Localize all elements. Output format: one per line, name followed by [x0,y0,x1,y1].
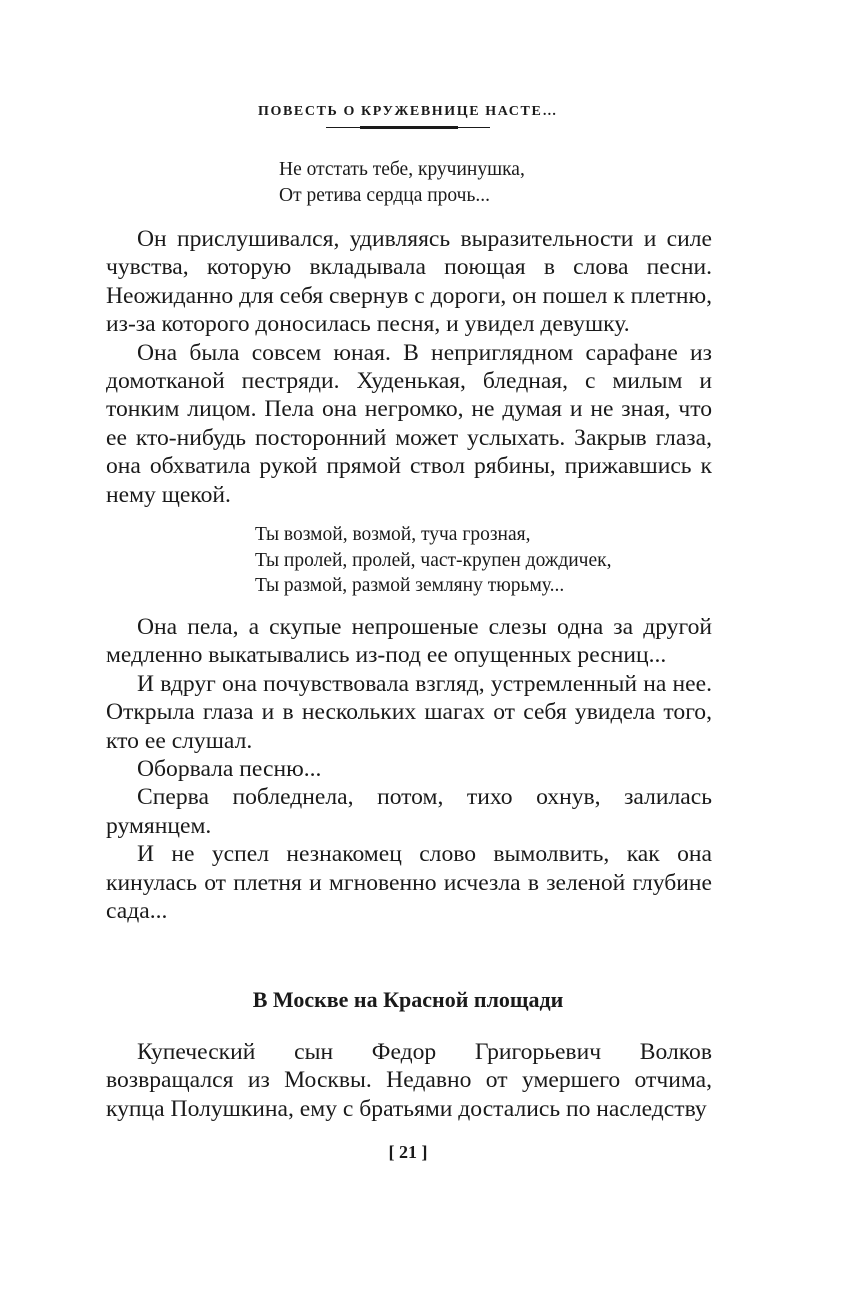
verse-line: Ты пролей, пролей, част-крупен дождичек, [255,549,612,571]
paragraph: Сперва побледнела, потом, тихо охнув, залилась румянцем. [106,784,712,839]
page-number: [ 21 ] [388,1142,428,1162]
text-section-1 [106,225,712,509]
running-head: ПОВЕСТЬ О КРУЖЕВНИЦЕ НАСТЕ… [258,104,558,119]
text-section-3 [106,1038,712,1123]
header-rule-accent [360,126,458,129]
paragraph: Он прислушивался, удивляясь выразительности и силе чувства, которую вкладывала поющая в слова песни. Неожиданно для себя свернув с дороги, он пошел к плетню, из-за которого доносилась песня, и увидел девушку. [106,226,712,338]
chapter-title: В Москве на Красной площади [252,987,564,1012]
paragraph: Она была совсем юная. В неприглядном сарафане из домотканой пестряди. Худенькая, бледная, с милым и тонким лицом. Пела она негромко, не думая и не зная, что ее кто-нибудь посторонний может услыхать. Закрыв глаза, она обхватила рукой прямой ствол рябины, прижавшись к нему щекой. [106,339,712,508]
paragraph: Оборвала песню... [137,756,322,783]
verse-line: Ты размой, размой земляну тюрьму... [255,575,565,596]
paragraph: Она пела, а скупые непрошеные слезы одна за другой медленно выкатывались из-под ее опущенных ресниц... [106,614,712,669]
paragraph: И вдруг она почувствовала взгляд, устремленный на нее. Открыла глаза и в нескольких шагах от себя увидела того, кто ее слушал. [106,670,712,754]
verse-excerpt-2 [255,522,612,599]
verse-line: От ретива сердца прочь... [279,184,491,206]
verse-line: Ты возмой, возмой, туча грозная, [255,524,531,545]
verse-line: Не отстать тебе, кручинушка, [279,159,525,180]
text-section-2 [106,613,712,925]
paragraph: Купеческий сын Федор Григорьевич Волков возвращался из Москвы. Недавно от умершего отчима, купца Полушкина, ему с братьями достались по наследству [106,1039,712,1122]
verse-excerpt-1 [279,157,525,208]
paragraph: И не успел незнакомец слово вымолвить, как она кинулась от плетня и мгновенно исчезла в зеленой глубине сада... [106,841,712,925]
